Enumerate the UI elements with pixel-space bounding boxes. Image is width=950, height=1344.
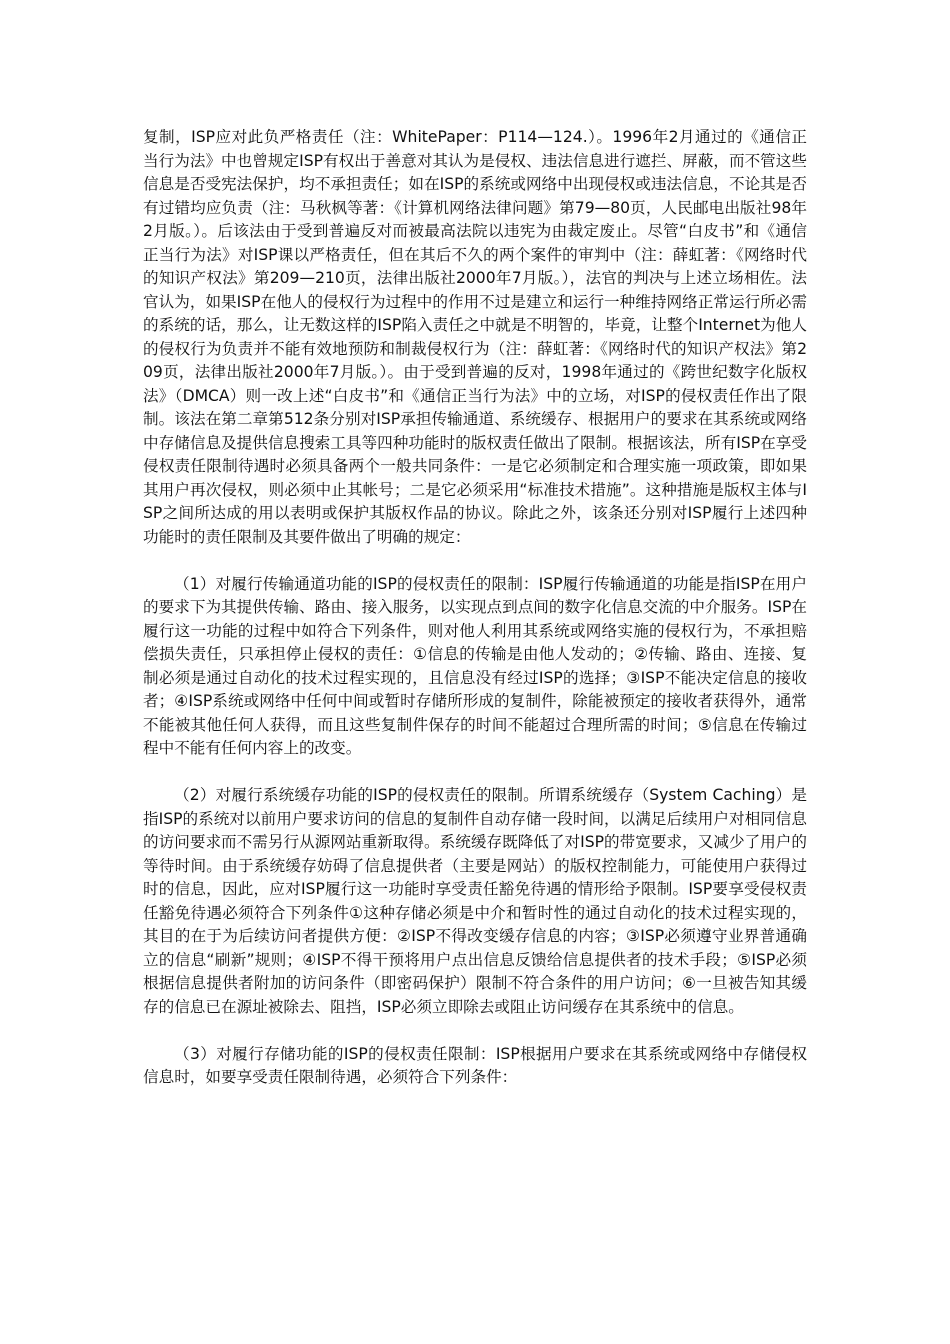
paragraph-intro: 复制，ISP应对此负严格责任（注：WhitePaper：P114—124.）。1996年2月通过的《通信正当行为法》中也曾规定ISP有权出于善意对其认为是侵权、违法信息进行遮拦、屏蔽，而不管这些信息是否受宪法保护，均不承担责任；如在ISP的系统或网络中出现侵权或违法信息，不论其是否有过错均应负责（注：马秋枫等著：《计算机网络法律问题》第79—80页，人民邮电出版社98年2月版。）。后该法由于受到普遍反对而被最高法院以违宪为由裁定废止。尽管“白皮书”和《通信正当行为法》对ISP课以严格责任，但在其后不久的两个案件的审判中（注：薛虹著：《网络时代的知识产权法》第209—210页，法律出版社2000年7月版。），法官的判决与上述立场相佐。法官认为，如果ISP在他人的侵权行为过程中的作用不过是建立和运行一种维持网络正常运行所必需的系统的话，那么，让无数这样的ISP陷入责任之中就是不明智的，毕竟，让整个Internet为他人的侵权行为负责并不能有效地预防和制裁侵权行为（注：薛虹著：《网络时代的知识产权法》第209页，法律出版社2000年7月版。）。由于受到普遍的反对，1998年通过的《跨世纪数字化版权法》（DMCA）则一改上述“白皮书”和《通信正当行为法》中的立场，对ISP的侵权责任作出了限制。该法在第二章第512条分别对ISP承担传输通道、系统缓存、根据用户的要求在其系统或网络中存储信息及提供信息搜索工具等四种功能时的版权责任做出了限制。根据该法，所有ISP在享受侵权责任限制待遇时必须具备两个一般共同条件：一是它必须制定和合理实施一项政策，即如果其用户再次侵权，则必须中止其帐号；二是它必须采用“标准技术措施”。这种措施是版权主体与ISP之间所达成的用以表明或保护其版权作品的协议。除此之外，该条还分别对ISP履行上述四种功能时的责任限制及其要件做出了明确的规定： <box>143 128 807 546</box>
paragraph-transmission-limit: （1）对履行传输通道功能的ISP的侵权责任的限制：ISP履行传输通道的功能是指ISP在用户的要求下为其提供传输、路由、接入服务，以实现点到点间的数字化信息交流的中介服务。ISP在履行这一功能的过程中如符合下列条件，则对他人利用其系统或网络实施的侵权行为，不承担赔偿损失责任，只承担停止侵权的责任：①信息的传输是由他人发动的；②传输、路由、连接、复制必须是通过自动化的技术过程实现的，且信息没有经过ISP的选择；③ISP不能决定信息的接收者；④ISP系统或网络中任何中间或暂时存储所形成的复制件，除能被预定的接收者获得外，通常不能被其他任何人获得，而且这些复制件保存的时间不能超过合理所需的时间；⑤信息在传输过程中不能有任何内容上的改变。 <box>143 574 807 757</box>
paragraph-storage-limit: （3）对履行存储功能的ISP的侵权责任限制：ISP根据用户要求在其系统或网络中存储侵权信息时，如要享受责任限制待遇，必须符合下列条件： <box>143 1044 807 1086</box>
paragraph-caching-limit: （2）对履行系统缓存功能的ISP的侵权责任的限制。所谓系统缓存（System Caching）是指ISP的系统对以前用户要求访问的信息的复制件自动存储一段时间，以满足后续用户对相同信息的访问要求而不需另行从源网站重新取得。系统缓存既降低了对ISP的带宽要求，又减少了用户的等待时间。由于系统缓存妨碍了信息提供者（主要是网站）的版权控制能力，可能使用户获得过时的信息，因此，应对ISP履行这一功能时享受责任豁免待遇的情形给予限制。ISP要享受侵权责任豁免待遇必须符合下列条件①这种存储必须是中介和暂时性的通过自动化的技术过程实现的，其目的在于为后续访问者提供方便：②ISP不得改变缓存信息的内容；③ISP必须遵守业界普通确立的信息“刷新”规则；④ISP不得干预将用户点出信息反馈给信息提供者的技术手段；⑤ISP必须根据信息提供者附加的访问条件（即密码保护）限制不符合条件的用户访问；⑥一旦被告知其缓存的信息已在源址被除去、阻挡，ISP必须立即除去或阻止访问缓存在其系统中的信息。 <box>143 786 807 1016</box>
document-page <box>143 126 807 1113</box>
